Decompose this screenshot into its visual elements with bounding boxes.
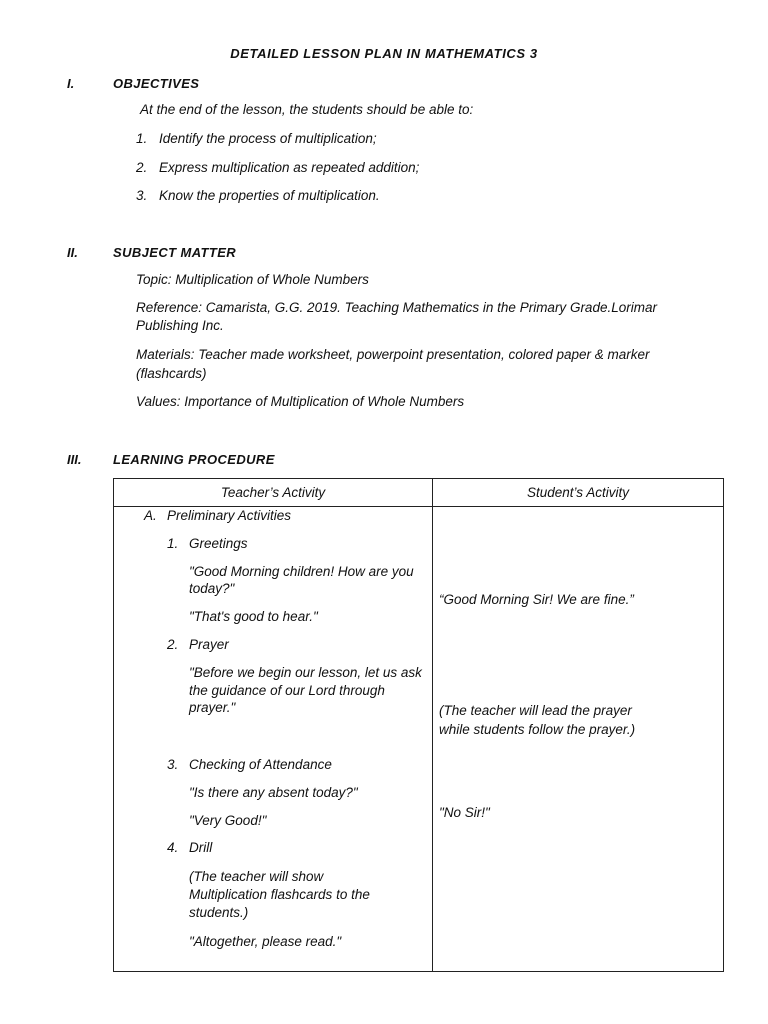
- student-activity-cell: [433, 507, 724, 972]
- prayer-line-3: prayer.": [189, 700, 236, 715]
- materials-line-1: Materials: Teacher made worksheet, powerpoint presentation, colored paper & marker: [136, 347, 650, 362]
- activity-table: [113, 478, 724, 972]
- learning-procedure-heading: LEARNING PROCEDURE: [113, 452, 275, 467]
- objectives-heading: OBJECTIVES: [113, 76, 200, 91]
- section-a-letter: A.: [144, 508, 157, 523]
- drill-title: Drill: [189, 840, 213, 855]
- greetings-title: Greetings: [189, 536, 248, 551]
- student-greeting-response: “Good Morning Sir! We are fine.”: [439, 592, 634, 607]
- objective-1-text: Identify the process of multiplication;: [159, 131, 377, 146]
- greetings-line-1: "Good Morning children! How are you: [189, 564, 414, 579]
- table-body-row: [114, 507, 724, 972]
- drill-read: "Altogether, please read.": [189, 934, 342, 949]
- drill-line-1: (The teacher will show: [189, 869, 324, 884]
- greetings-number: 1.: [167, 536, 179, 551]
- values-line: Values: Importance of Multiplication of Whole Numbers: [136, 394, 465, 409]
- topic-line: Topic: Multiplication of Whole Numbers: [136, 272, 369, 287]
- prayer-number: 2.: [167, 637, 179, 652]
- prayer-line-1: "Before we begin our lesson, let us ask: [189, 665, 422, 680]
- objectives-intro: At the end of the lesson, the students should be able to:: [140, 102, 474, 117]
- teacher-activity-cell: [114, 507, 433, 972]
- attendance-number: 3.: [167, 757, 179, 772]
- student-prayer-line-2: while students follow the prayer.): [439, 722, 636, 737]
- prayer-title: Prayer: [189, 637, 229, 652]
- subject-matter-heading: SUBJECT MATTER: [113, 245, 237, 260]
- objective-3-text: Know the properties of multiplication.: [159, 188, 380, 203]
- teacher-activity-header: Teacher’s Activity: [114, 479, 433, 507]
- objective-2-number: 2.: [136, 160, 148, 175]
- reference-line-1: Reference: Camarista, G.G. 2019. Teaching Mathematics in the Primary Grade.Lorimar: [136, 300, 657, 315]
- objective-2-text: Express multiplication as repeated addition;: [159, 160, 420, 175]
- drill-line-2: Multiplication flashcards to the: [189, 887, 370, 902]
- drill-number: 4.: [167, 840, 179, 855]
- greetings-line-2: today?": [189, 581, 235, 596]
- student-attendance-response: "No Sir!": [439, 805, 490, 820]
- attendance-question: "Is there any absent today?": [189, 785, 358, 800]
- attendance-title: Checking of Attendance: [189, 757, 332, 772]
- document-title: DETAILED LESSON PLAN IN MATHEMATICS 3: [230, 46, 538, 61]
- objective-3-number: 3.: [136, 188, 148, 203]
- table-header-row: [114, 479, 724, 507]
- drill-line-3: students.): [189, 905, 249, 920]
- learning-procedure-number: III.: [67, 452, 82, 467]
- attendance-reply: "Very Good!": [189, 813, 267, 828]
- student-activity-header: Student’s Activity: [433, 479, 724, 507]
- subject-matter-number: II.: [67, 245, 78, 260]
- greetings-reply: "That's good to hear.": [189, 609, 318, 624]
- reference-line-2: Publishing Inc.: [136, 318, 224, 333]
- student-prayer-line-1: (The teacher will lead the prayer: [439, 703, 632, 718]
- materials-line-2: (flashcards): [136, 366, 207, 381]
- prayer-line-2: the guidance of our Lord through: [189, 683, 385, 698]
- section-a-title: Preliminary Activities: [167, 508, 292, 523]
- objective-1-number: 1.: [136, 131, 148, 146]
- objectives-number: I.: [67, 76, 75, 91]
